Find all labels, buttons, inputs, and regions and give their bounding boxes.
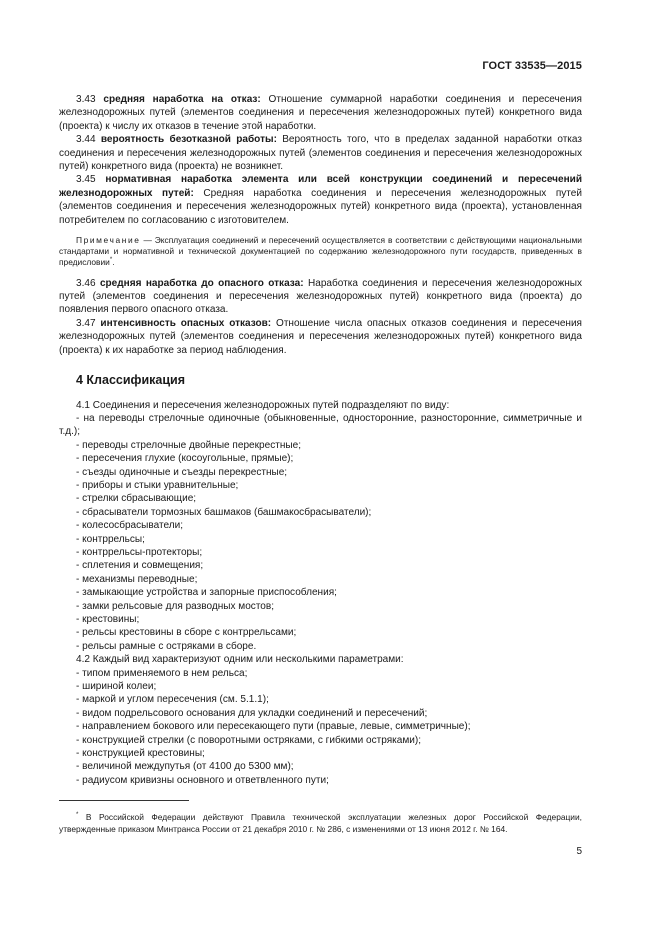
note-label: Примечание (76, 235, 141, 246)
list-item: - контррельсы-протекторы; (76, 546, 203, 558)
term: интенсивность опасных отказов: (100, 317, 272, 329)
definition-3-45 (59, 173, 582, 227)
document-code: ГОСТ 33535—2015 (482, 60, 582, 72)
note (59, 235, 582, 269)
list-item: - механизмы переводные; (76, 573, 198, 585)
list-item: - крестовины; (76, 614, 140, 626)
list-item: - съезды одиночные и съезды перекрестные; (76, 466, 288, 478)
definition-text: Отношение суммарной наработки соединения и пересечения железнодорожных путей (элементов соединения и пересечения железнодорожных путей) конкретного вида (проекта) к числу их отказов в течение этой наработки. (59, 94, 582, 132)
list-item: - шириной колеи; (76, 681, 157, 693)
definition-text: Отношение числа опасных отказов соединения и пересечения железнодорожных путей (элементов соединения и пересечения железнодорожных путей) конкретного вида (проекта) к их наработке за период наблюдения. (59, 317, 583, 356)
list-item: - видом подрельсового основания для укладки соединений и пересечений; (76, 707, 428, 719)
footnote-divider (59, 800, 189, 801)
footnote (59, 812, 582, 834)
list-item: - рельсы крестовины в сборе с контррельсами; (76, 627, 297, 639)
definition-3-43 (59, 93, 582, 133)
list-item: - конструкцией крестовины; (76, 748, 205, 760)
footnote-text: В Российской Федерации действуют Правила технической эксплуатации железных дорог Российской Федерации, утвержденные приказом Минтранса России от 21 декабря 2010 г. № 286, с изменениями от 13 июня 2012 г. № 164. (59, 812, 582, 834)
definition-text: Вероятность того, что в пределах заданной наработки отказ соединения и пересечения железнодорожных путей (элементов соединения и пересечения железнодорожных путей) конкретного вида (проекта) не возникнет. (59, 134, 583, 173)
list-item: - пересечения глухие (косоугольные, прямые); (76, 453, 294, 465)
definition-text: Наработка соединения и пересечения железнодорожных путей (элементов соединения и пересечения железнодорожных путей) конкретного вида (проекта) до появления первого опасного отказа. (59, 277, 582, 316)
list-item: - сбрасыватели тормозных башмаков (башмакосбрасыватели); (76, 506, 372, 518)
footnote-mark: * (76, 812, 79, 819)
list-item: - рельсы рамные с остряками в сборе. (76, 640, 257, 652)
list-item: - стрелки сбрасывающие; (76, 493, 197, 505)
list-item: - замки рельсовые для разводных мостов; (76, 600, 275, 612)
clause-4-1-intro: 4.1 Соединения и пересечения железнодорожных путей подразделяют по виду: (76, 399, 450, 411)
list-item: - величиной междупутья (от 4100 до 5300 мм); (76, 761, 294, 773)
classification-by-type-list (59, 412, 582, 653)
list-item: - направлением бокового или пересекающего пути (правые, левые, симметричные); (76, 721, 471, 733)
clause-number: 3.45 (76, 174, 96, 186)
term: вероятность безотказной работы: (100, 134, 277, 146)
parameters-list (59, 667, 582, 788)
definition-text: Средняя наработка соединения и пересечения железнодорожных путей (элементов соединения и пересечения железнодорожных путей) конкретного вида (проекта), установленная потребителем по согласованию с изготовителем. (59, 187, 582, 226)
list-item: - контррельсы; (76, 533, 145, 545)
clause-number: 3.44 (76, 134, 96, 146)
page-body (59, 93, 582, 787)
note-text: — Эксплуатация соединений и пересечений осуществляется в соответствии с действующими национальными стандартами и нормативной и технической документацией по содержанию железнодорожного пути государств, приведенных в предисловии (59, 235, 582, 268)
list-item: - переводы стрелочные двойные перекрестные; (76, 439, 301, 451)
section-heading: 4 Классификация (76, 373, 186, 388)
definition-3-46 (59, 277, 582, 317)
page-number: 5 (576, 846, 582, 857)
list-item: - приборы и стыки уравнительные; (76, 479, 239, 491)
footnote-reference: * (109, 257, 113, 264)
list-item: - типом применяемого в нем рельса; (76, 667, 248, 679)
term: средняя наработка до опасного отказа: (99, 277, 304, 289)
list-item: - колесосбрасыватели; (76, 520, 183, 532)
definition-3-47 (59, 317, 582, 357)
list-item: - на переводы стрелочные одиночные (обыкновенные, односторонние, разносторонние, симметричные и т.д.); (59, 412, 582, 438)
list-item: - радиусом кривизны основного и ответвленного пути; (76, 774, 329, 786)
note-end: . (112, 257, 115, 268)
definition-3-44 (59, 133, 582, 173)
term: нормативная наработка элемента или всей конструкции соединений и пересечений железнодорожных путей: (59, 174, 582, 199)
list-item: - замыкающие устройства и запорные приспособления; (76, 587, 337, 599)
list-item: - конструкцией стрелки (с поворотными остряками, с гибкими остряками); (76, 734, 422, 746)
clause-number: 3.47 (76, 317, 96, 329)
clause-number: 3.46 (76, 277, 96, 289)
list-item: - маркой и углом пересечения (см. 5.1.1); (76, 694, 269, 706)
list-item: - сплетения и совмещения; (76, 560, 204, 572)
clause-number: 3.43 (76, 94, 96, 105)
term: средняя наработка на отказ: (103, 94, 261, 105)
clause-4-2-intro: 4.2 Каждый вид характеризуют одним или несколькими параметрами: (76, 654, 404, 666)
